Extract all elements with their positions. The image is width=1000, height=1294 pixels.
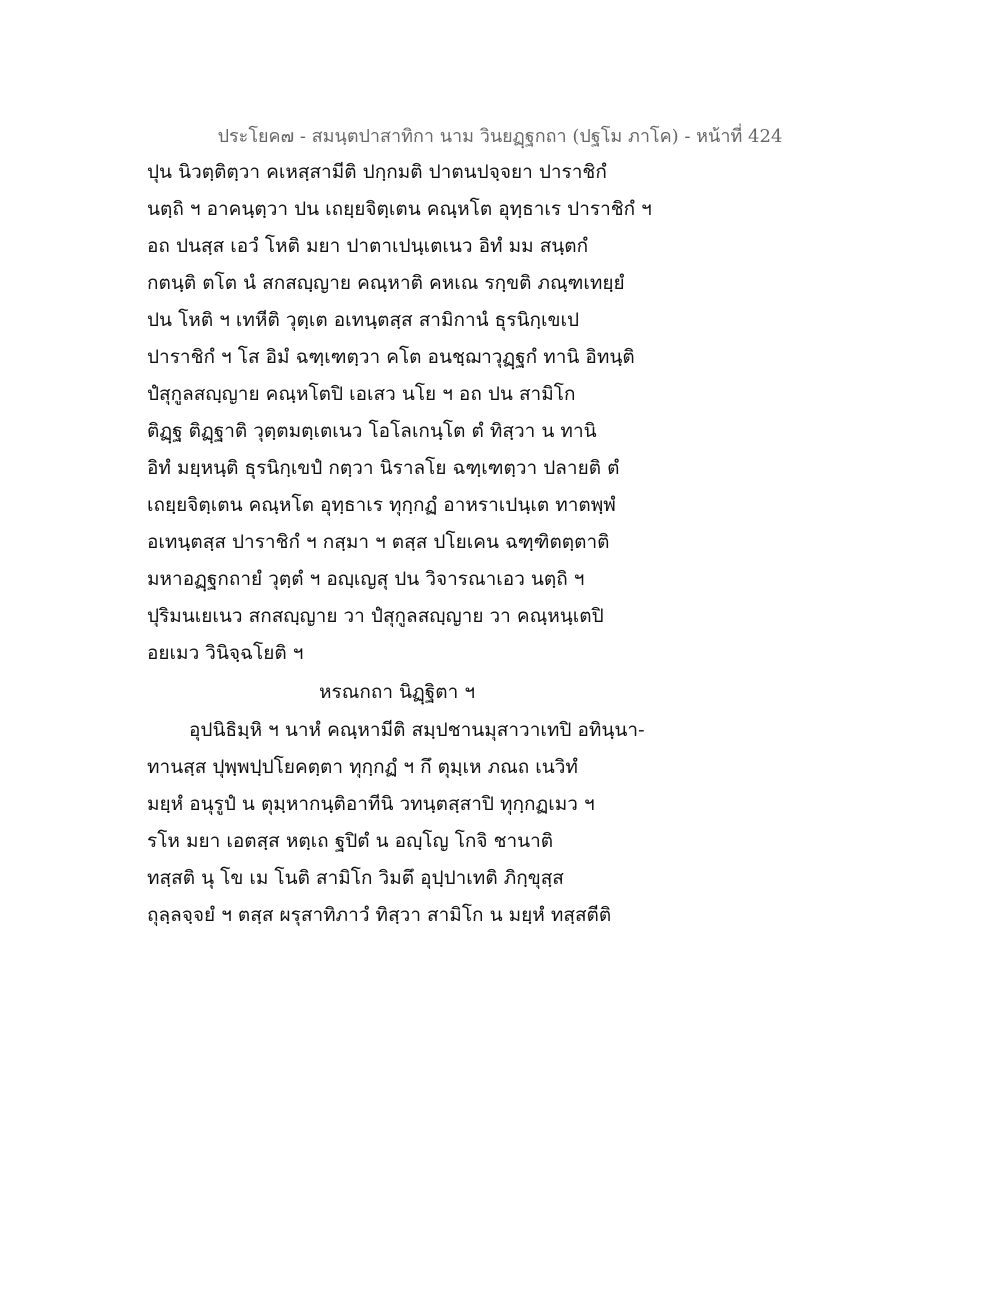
text-line: อุปนิธิมฺหิ ฯ นาหํ คณฺหามีติ สมฺปชานมุสาวาเทปิ อทินฺนา- [189,719,645,741]
text-line: ปน โหติ ฯ เทหีติ วุตฺเต อเทนฺตสฺส สามิกานํ ธุรนิกฺเขเป [147,309,580,331]
text-line: เถยฺยจิตฺเตน คณฺหโต อุทฺธาเร ทุกฺกฏํ อาหราเปนฺเต ทาตพฺพํ [147,494,616,516]
text-line: กตนฺติ ตโต นํ สกสญฺญาย คณฺหาติ คหเณ รกฺขติ ภณฺฑเทยฺยํ [147,272,625,294]
text-line: อถ ปนสฺส เอวํ โหติ มยา ปาตาเปนฺเตเนว อิทํ มม สนฺตกํ [147,235,589,257]
text-line: ปุริมนเยเนว สกสญฺญาย วา ปํสุกูลสญฺญาย วา คณฺหนฺเตปิ [147,605,604,627]
text-line: นตฺถิ ฯ อาคนฺตฺวา ปน เถยฺยจิตฺเตน คณฺหโต อุทฺธาเร ปาราชิกํ ฯ [147,198,652,220]
text-line: ปํสุกูลสญฺญาย คณฺหโตปิ เอเสว นโย ฯ อถ ปน สามิโก [147,383,576,405]
text-line: มยฺหํ อนุรูปํ น ตุมฺหากนฺติอาทีนิ วทนฺตสฺสาปิ ทุกฺกฏเมว ฯ [147,793,595,815]
text-line: ถุลฺลจฺจยํ ฯ ตสฺส ผรุสาทิภาวํ ทิสฺวา สามิโก น มยฺหํ ทสฺสตีติ [147,904,612,926]
paragraph-2 [147,712,667,934]
text-line: มหาอฏฺฐกถายํ วุตฺตํ ฯ อญฺเญสุ ปน วิจารณาเอว นตฺถิ ฯ [147,568,585,590]
text-line: ทานสฺส ปุพฺพปฺปโยคตฺตา ทุกฺกฏํ ฯ กึ ตุมฺเห ภณถ เนวิทํ [147,756,578,778]
text-line: อิทํ มยฺหนฺติ ธุรนิกฺเขปํ กตฺวา นิราลโย ฉฑฺเฑตฺวา ปลายติ ตํ [147,457,620,479]
page-body [147,154,667,934]
section-title: หรณกถา นิฏฺฐิตา ฯ [318,681,476,703]
page-header: ประโยค๗ - สมนฺตปาสาทิกา นาม วินยฏฺฐกถา (ปฐโม ภาโค) - หน้าที่ 424 [217,126,783,147]
text-line: ปุน นิวตฺติตฺวา คเหสฺสามีติ ปกฺกมติ ปาตนปจฺจยา ปาราชิกํ [147,161,607,183]
text-line: อเทนฺตสฺส ปาราชิกํ ฯ กสฺมา ฯ ตสฺส ปโยเคน ฉฑฺฑิตตฺตาติ [147,531,610,553]
text-line: ทสฺสติ นุ โข เม โนติ สามิโก วิมตึ อุปฺปาเทติ ภิกฺขุสฺส [147,867,564,889]
paragraph-1 [147,154,667,672]
text-line: อยเมว วินิจฺฉโยติ ฯ [147,642,304,664]
text-line: ปาราชิกํ ฯ โส อิมํ ฉฑฺเฑตฺวา คโต อนชฺฌาวุฏฺฐกํ ทานิ อิทนฺติ [147,346,635,368]
text-line: ติฏฺฐ ติฏฺฐาติ วุตฺตมตฺเตเนว โอโลเกนฺโต ตํ ทิสฺวา น ทานิ [147,420,597,442]
text-line: รโห มยา เอตสฺส หตฺเถ ฐปิตํ น อญฺโญ โกจิ ชานาติ [147,830,554,852]
